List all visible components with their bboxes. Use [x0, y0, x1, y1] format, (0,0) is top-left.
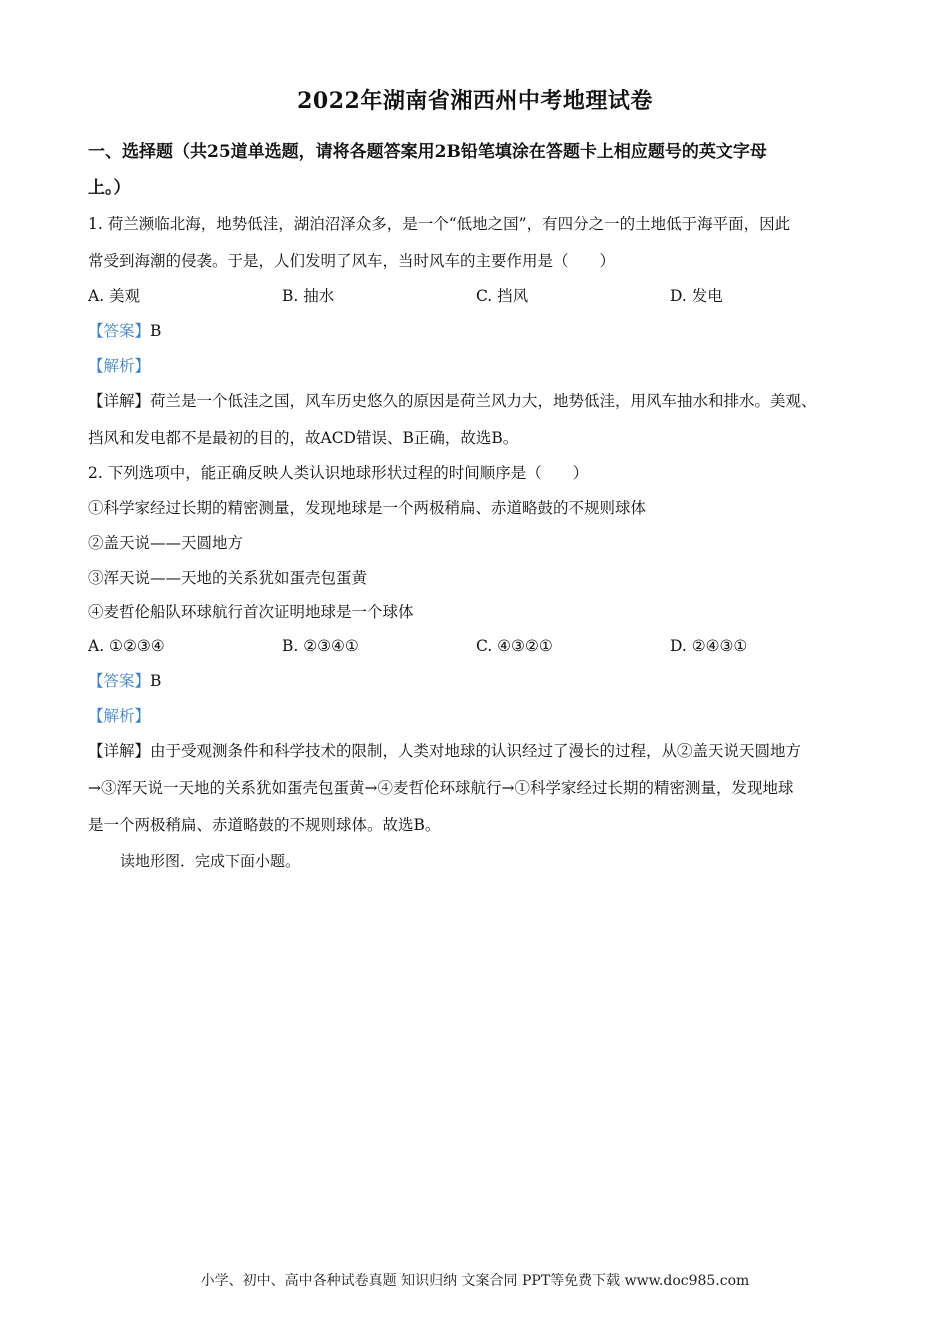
q2-option-d: D. ②④③① [670, 637, 748, 655]
q2-option-a: A. ①②③④ [88, 637, 165, 655]
q1-option-d: D. 发电 [670, 287, 723, 305]
analysis-tag: 【解析】 [88, 707, 151, 725]
answer-value: B [150, 672, 162, 690]
q1-detail-line-1 [88, 391, 878, 411]
section-heading-line-2: 上。） [88, 178, 131, 198]
detail-tag: 【详解】 [88, 392, 151, 410]
subquestion-intro: 读地形图．完成下面小题。 [120, 852, 301, 870]
q2-answer [88, 671, 878, 691]
answer-tag: 【答案】 [88, 672, 151, 690]
section-heading-line-1: 一、选择题（共25道单选题，请将各题答案用2B铅笔填涂在答题卡上相应题号的英文字母 [88, 142, 767, 162]
q1-option-c: C. 挡风 [476, 287, 529, 305]
q2-stem: 2. 下列选项中，能正确反映人类认识地球形状过程的时间顺序是（ ） [88, 464, 589, 482]
q1-stem-line-1: 1. 荷兰濒临北海，地势低洼，湖泊沼泽众多，是一个“低地之国”，有四分之一的土地低于海平面，因此 [88, 215, 791, 233]
detail-text: 荷兰是一个低洼之国，风车历史悠久的原因是荷兰风力大，地势低洼，用风车抽水和排水。美观、 [150, 392, 817, 410]
detail-text: 由于受观测条件和科学技术的限制，人类对地球的认识经过了漫长的过程，从②盖天说天圆地方 [150, 742, 802, 760]
q2-detail-line-3: 是一个两极稍扁、赤道略鼓的不规则球体。故选B。 [88, 816, 441, 834]
q2-detail-line-2: →③浑天说一天地的关系犹如蛋壳包蛋黄→④麦哲伦环球航行→①科学家经过长期的精密测量，发现地球 [88, 779, 794, 797]
q2-item-2: ②盖天说——天圆地方 [88, 534, 244, 552]
analysis-tag: 【解析】 [88, 357, 151, 375]
q1-stem-line-2: 常受到海潮的侵袭。于是，人们发明了风车，当时风车的主要作用是（ ） [88, 252, 616, 270]
q1-detail-line-2: 挡风和发电都不是最初的目的，故ACD错误、B正确，故选B。 [88, 429, 519, 447]
page-footer: 小学、初中、高中各种试卷真题 知识归纳 文案合同 PPT等免费下载 www.doc985.com [200, 1273, 750, 1289]
q1-analysis [88, 356, 878, 376]
q2-detail-line-1 [88, 741, 878, 761]
q2-item-3: ③浑天说——天地的关系犹如蛋壳包蛋黄 [88, 569, 368, 587]
answer-tag: 【答案】 [88, 322, 151, 340]
q1-option-b: B. 抽水 [282, 287, 335, 305]
answer-value: B [150, 322, 162, 340]
q2-item-4: ④麦哲伦船队环球航行首次证明地球是一个球体 [88, 603, 414, 621]
q2-item-1: ①科学家经过长期的精密测量，发现地球是一个两极稍扁、赤道略鼓的不规则球体 [88, 499, 647, 517]
q1-option-a: A. 美观 [88, 287, 141, 305]
page-title: 2022年湖南省湘西州中考地理试卷 [297, 88, 653, 114]
detail-tag: 【详解】 [88, 742, 151, 760]
q2-option-c: C. ④③②① [476, 637, 553, 655]
q1-answer [88, 321, 878, 341]
q2-analysis [88, 706, 878, 726]
q2-option-b: B. ②③④① [282, 637, 359, 655]
